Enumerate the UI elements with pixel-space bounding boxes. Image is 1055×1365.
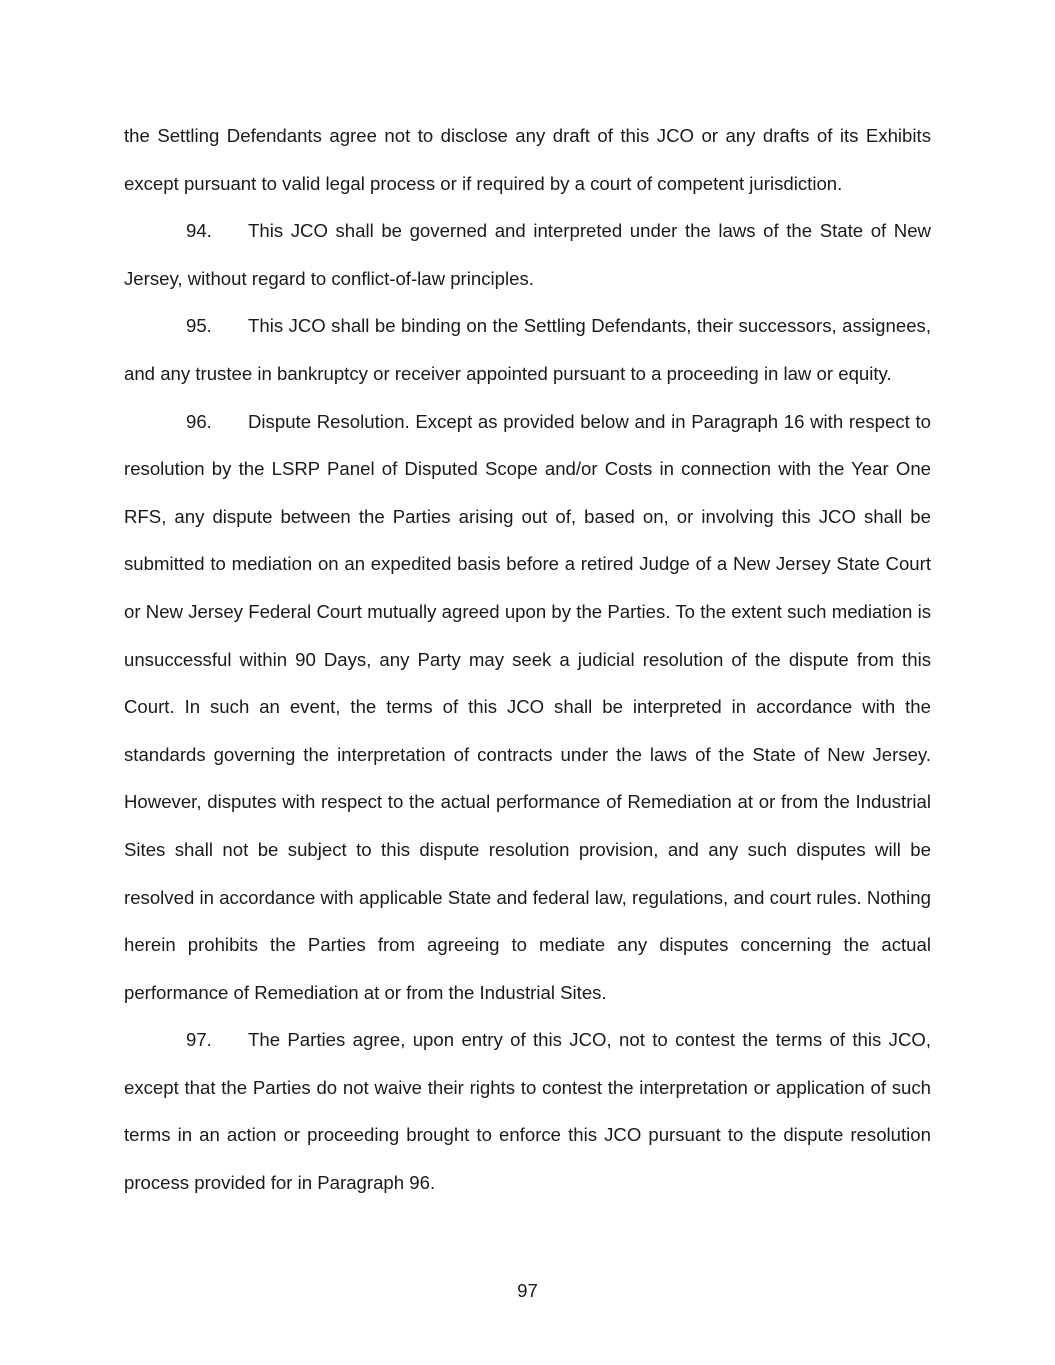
paragraph-continued: [124, 112, 931, 207]
paragraph-text: the Settling Defendants agree not to disclose any draft of this JCO or any drafts of its Exhibits except pursuant to valid legal process or if required by a court of competent jurisdiction.: [124, 125, 931, 194]
paragraph-97: [124, 1016, 931, 1206]
paragraph-text: The Parties agree, upon entry of this JCO, not to contest the terms of this JCO, except that the Parties do not waive their rights to contest the interpretation or application of such terms in an action or proceeding brought to enforce this JCO pursuant to the dispute resolution process provided for in Paragraph 96.: [124, 1029, 931, 1194]
paragraph-number: 97.: [186, 1029, 212, 1051]
paragraph-number: 96.: [186, 410, 212, 432]
paragraph-text: This JCO shall be binding on the Settling Defendants, their successors, assignees, and any trustee in bankruptcy or receiver appointed pursuant to a proceeding in law or equity.: [124, 315, 931, 384]
page-number: 97: [517, 1280, 538, 1301]
paragraph-number: 95.: [186, 315, 212, 337]
document-body: [124, 112, 931, 1207]
paragraph-96: [124, 398, 931, 1017]
paragraph-94: [124, 207, 931, 302]
paragraph-number: 94.: [186, 220, 212, 242]
paragraph-95: [124, 302, 931, 397]
paragraph-text: This JCO shall be governed and interpreted under the laws of the State of New Jersey, without regard to conflict-of-law principles.: [124, 220, 931, 289]
paragraph-text: Dispute Resolution. Except as provided below and in Paragraph 16 with respect to resolution by the LSRP Panel of Disputed Scope and/or Costs in connection with the Year One RFS, any dispute between the Parties arising out of, based on, or involving this JCO shall be submitted to mediation on an expedited basis before a retired Judge of a New Jersey State Court or New Jersey Federal Court mutually agreed upon by the Parties. To the extent such mediation is unsuccessful within 90 Days, any Party may seek a judicial resolution of the dispute from this Court. In such an event, the terms of this JCO shall be interpreted in accordance with the standards governing the interpretation of contracts under the laws of the State of New Jersey. However, disputes with respect to the actual performance of Remediation at or from the Industrial Sites shall not be subject to this dispute resolution provision, and any such disputes will be resolved in accordance with applicable State and federal law, regulations, and court rules. Nothing herein prohibits the Parties from agreeing to mediate any disputes concerning the actual performance of Remediation at or from the Industrial Sites.: [124, 410, 931, 1003]
